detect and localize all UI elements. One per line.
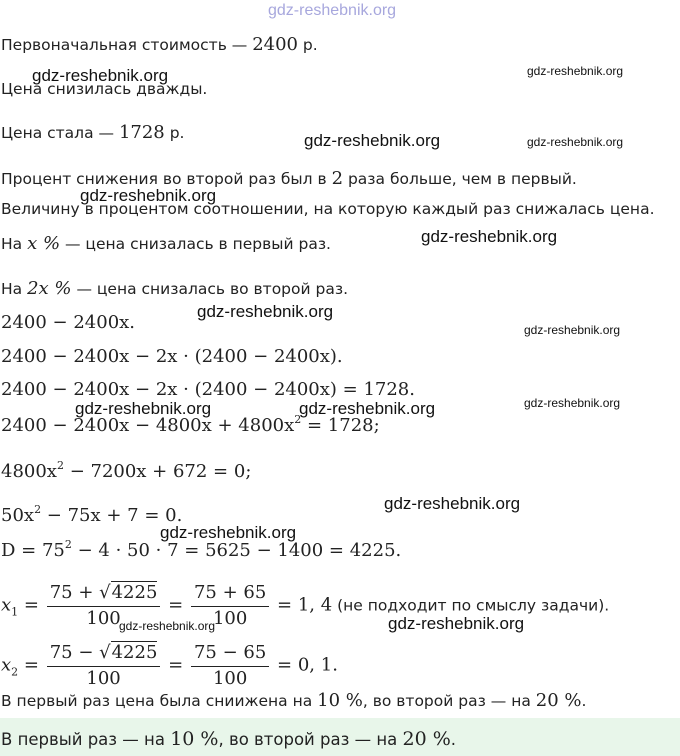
fraction-x2-sqrt: $\frac{75 - √4225}{100}$ [47,640,161,691]
watermark: gdz-reshebnik.org [119,619,216,633]
root-x2: $x_2$ = $\frac{75 - √4225}{100}$ = $\frac{75 - 65}{100}$ = 0, 1. [1,642,338,689]
answer-box [0,718,680,756]
conclusion-line: В первый раз цена была сниижена на 10 %, во второй раз — на 20 %. [1,690,587,711]
watermark: gdz-reshebnik.org [197,302,334,321]
line-price-dropped-twice: Цена снизилась дважды. [1,80,208,98]
watermark: gdz-reshebnik.org [524,396,621,410]
line-first-decrease: На x % — цена снизалась в первый раз. [1,233,331,254]
equation-2: 2400 − 2400x − 2x · (2400 − 2400x). [1,346,343,367]
equation-3: 2400 − 2400x − 2x · (2400 − 2400x) = 1728. [1,379,415,400]
watermark: gdz-reshebnik.org [527,135,624,149]
root-x1: $x_1$ = $\frac{75 + √4225}{100}$ = $\frac{75 + 65}{100}$ = 1, 4 (не подходит по смыслу задачи). [1,582,610,629]
watermark: gdz-reshebnik.org [388,614,525,633]
line-final-price: Цена стала — 1728 р. [1,122,185,143]
equation-4: $2400 - 2400x - 4800x + 4800x^2 = 1728$; [1,413,380,436]
line-unknown-definition: Величину в процентом соотношении, на которую каждый раз снижалась цена. [1,200,655,218]
fraction-x2-value: $\frac{75 - 65}{100}$ [191,640,269,691]
equation-1: 2400 − 2400x. [1,312,136,333]
watermark: gdz-reshebnik.org [160,523,297,542]
watermark: gdz-reshebnik.org [75,399,212,418]
watermark: gdz-reshebnik.org [421,227,558,246]
equation-discriminant: $D = 75^2 - 4 \cdot 50 \cdot 7 = 5625 - 1400 = 4225$. [1,538,402,561]
watermark: gdz-reshebnik.org [527,64,624,78]
line-initial-cost: Первоначальная стоимость — 2400 р. [1,34,318,55]
equation-5: $4800x^2 - 7200x + 672 = 0$; [1,459,252,482]
watermark: gdz-reshebnik.org [80,186,217,205]
line-second-decrease: На 2x % — цена снизалась во второй раз. [1,278,349,299]
header-watermark: gdz-reshebnik.org [268,2,397,19]
watermark: gdz-reshebnik.org [524,323,621,337]
watermark: gdz-reshebnik.org [32,66,169,85]
fraction-x1-sqrt: $\frac{75 + √4225}{100}$ [47,580,161,631]
watermark: gdz-reshebnik.org [384,494,521,513]
equation-6: $50x^2 - 75x + 7 = 0$. [1,503,183,526]
watermark: gdz-reshebnik.org [304,131,441,150]
answer-line: В первый раз — на 10 %, во второй раз — на 20 %. [1,728,457,750]
line-percent-relation: Процент снижения во второй раз был в 2 раза больше, чем в первый. [1,168,577,189]
fraction-x1-value: $\frac{75 + 65}{100}$ [191,580,269,631]
watermark: gdz-reshebnik.org [299,399,436,418]
